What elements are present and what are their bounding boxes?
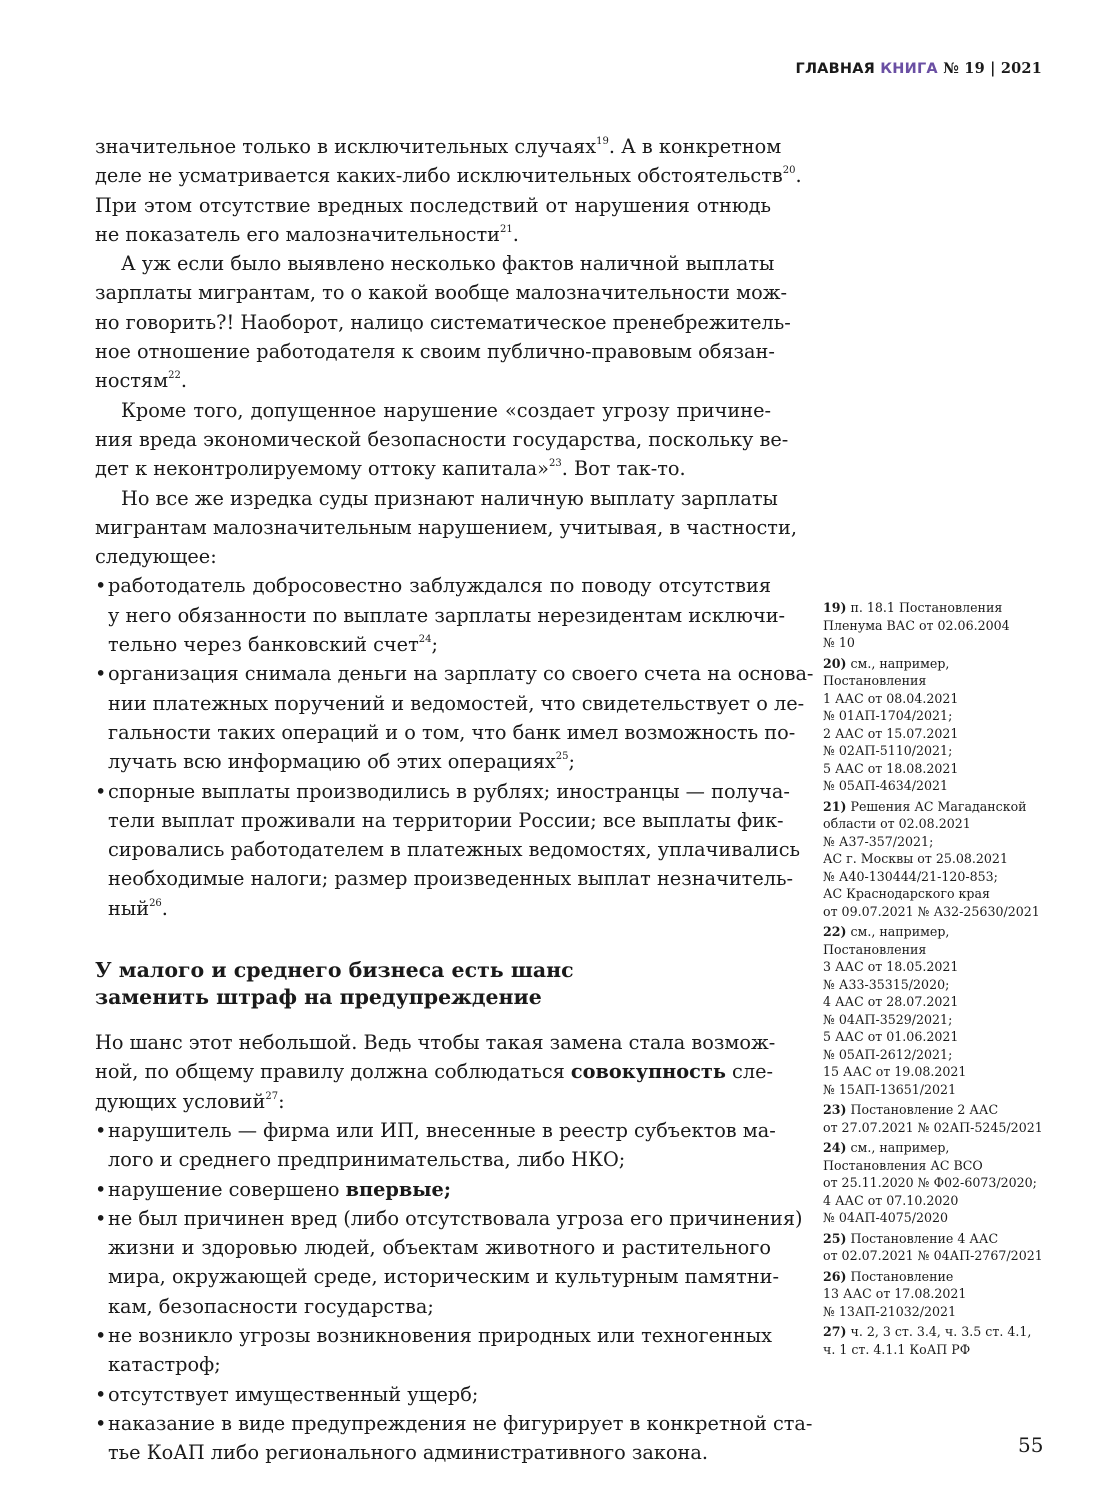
text-run: . Вот так-то. — [561, 457, 686, 481]
text-line — [95, 513, 797, 542]
footnote-ref: 25 — [555, 751, 569, 763]
footnote-line — [823, 1285, 1053, 1303]
footnote-text: № 13АП-21032/2021 — [823, 1303, 957, 1319]
footnote-line — [823, 833, 1053, 851]
footnote — [823, 798, 1053, 921]
text-run: нии платежных поручений и ведомостей, что свидетельствует о ле- — [108, 691, 805, 715]
footnote-text: п. 18.1 Постановления — [850, 600, 1003, 615]
footnote-text: 1 ААС от 08.04.2021 — [823, 690, 959, 706]
text-run: наказание в виде предупреждения не фигурирует в конкретной ста- — [108, 1411, 813, 1435]
footnote-text: № 10 — [823, 635, 855, 650]
text-run: не возникло угрозы возникновения природных или техногенных — [108, 1323, 772, 1347]
footnote-line — [823, 1119, 1053, 1137]
text-line — [108, 894, 771, 923]
footnote-line — [823, 1230, 1053, 1248]
footnote-line — [823, 798, 1053, 816]
footnote-text: № 15АП-13651/2021 — [823, 1081, 957, 1097]
footnote-text: см., например, — [850, 655, 950, 671]
footnote-text: 2 ААС от 15.07.2021 — [823, 725, 959, 741]
bullet-item — [95, 571, 786, 659]
text-run: у него обязанности по выплате зарплаты нерезидентам исключи- — [108, 603, 786, 627]
footnote-text: № А33-35315/2020; — [823, 976, 950, 992]
footnote-number: 20) — [823, 655, 847, 671]
footnote-text: 4 ААС от 07.10.2020 — [823, 1192, 959, 1208]
footnote-text: 15 ААС от 19.08.2021 — [823, 1064, 967, 1079]
text-line — [95, 984, 771, 1011]
text-line — [108, 1321, 771, 1350]
bullet-item — [95, 1116, 776, 1175]
footnote-text: Решения АС Магаданской — [850, 798, 1027, 814]
text-run: но говорить?! Наоборот, налицо систематическое пренебрежитель- — [95, 310, 791, 334]
text-run: сле- — [725, 1060, 774, 1084]
footnote-line — [823, 868, 1053, 886]
text-line — [108, 864, 794, 893]
paragraph — [95, 396, 789, 484]
text-run: ный — [108, 896, 150, 920]
bullet-item — [95, 1321, 771, 1380]
text-line — [108, 689, 805, 718]
text-run: сировались работодателем в платежных ведомостях, уплачивались — [108, 838, 801, 862]
footnote-text: Постановления — [823, 941, 927, 957]
text-run: значительное только в исключительных случаях — [95, 135, 597, 158]
text-run: работодатель добросовестно заблуждался по поводу отсутствия — [108, 574, 771, 598]
text-run: . — [180, 369, 187, 393]
text-run: заменить штраф на предупреждение — [95, 985, 542, 1010]
bullet-icon: • — [95, 1411, 107, 1435]
text-line — [108, 601, 786, 630]
text-run: . — [512, 222, 519, 246]
text-run: деле не усматривается каких-либо исключительных обстоятельств — [95, 164, 783, 188]
text-line — [108, 1262, 780, 1291]
text-run: Кроме того, допущенное нарушение «создает угрозу причине- — [121, 398, 771, 422]
text-line — [95, 366, 771, 395]
footnote-line — [823, 923, 1053, 941]
footnote-ref: 22 — [168, 370, 181, 382]
footnote-number: 27) — [823, 1324, 847, 1339]
text-line — [108, 630, 771, 659]
footnote — [823, 1101, 1053, 1136]
footnote-line — [823, 1011, 1053, 1029]
footnote-text: см., например, — [850, 924, 950, 939]
footnote-line — [823, 903, 1053, 921]
issue-number: № 19 | 2021 — [943, 60, 1042, 77]
footnote-line — [823, 1046, 1053, 1064]
bullet-item — [95, 1409, 813, 1468]
text-line — [95, 454, 771, 483]
footnote-text: см., например, — [850, 1140, 950, 1155]
footnote-ref: 26 — [149, 897, 162, 909]
footnote-text: № 01АП-1704/2021; — [823, 708, 953, 723]
text-line — [108, 1175, 771, 1204]
footnote-ref: 19 — [596, 136, 609, 147]
text-run: Но все же изредка суды признают наличную выплату зарплаты — [121, 486, 778, 510]
footnote-line — [823, 958, 1053, 976]
footnote — [823, 1268, 1053, 1321]
text-run: А уж если было выявлено несколько фактов наличной выплаты — [121, 252, 775, 276]
text-run: ния вреда экономической безопасности государства, поскольку ве- — [95, 427, 789, 451]
text-run: ной, по общему правилу должна соблюдаться — [95, 1060, 571, 1084]
text-line — [95, 425, 789, 454]
bullet-icon: • — [95, 779, 107, 803]
footnote-line — [823, 1209, 1053, 1227]
text-line — [108, 1145, 771, 1174]
page-number: 55 — [1018, 1433, 1044, 1457]
text-line — [95, 249, 775, 278]
text-line — [108, 1204, 803, 1233]
footnote-ref: 20 — [782, 165, 796, 177]
footnote-line — [823, 1081, 1053, 1099]
text-run: дет к неконтролируемому оттоку капитала» — [95, 457, 549, 481]
text-run: не показатель его малозначительности — [95, 222, 501, 246]
footnote-line — [823, 690, 1053, 708]
text-run: спорные выплаты производились в рублях; иностранцы — получа- — [108, 779, 790, 803]
footnote-text: № А37-357/2021; — [823, 833, 934, 849]
paragraph — [95, 1028, 776, 1116]
bullet-item — [95, 1204, 803, 1321]
text-run: : — [278, 1089, 285, 1113]
footnote-text: Постановления АС ВСО — [823, 1157, 983, 1173]
text-line — [95, 337, 775, 366]
text-run: лого и среднего предпринимательства, либо НКО; — [108, 1148, 626, 1172]
magazine-title: ГЛАВНАЯ — [795, 61, 875, 77]
footnote-line — [823, 707, 1053, 725]
text-run: ; — [568, 750, 575, 774]
text-run: не был причинен вред (либо отсутствовала угроза его причинения) — [108, 1206, 803, 1230]
footnote-line — [823, 742, 1053, 760]
text-run: зарплаты мигрантам, то о какой вообще малозначительности мож- — [95, 281, 788, 305]
footnote — [823, 1139, 1053, 1227]
text-run: дующих условий — [95, 1089, 266, 1113]
text-line — [108, 718, 796, 747]
magazine-title-accent: КНИГА — [880, 61, 938, 77]
text-line — [108, 1116, 776, 1145]
text-line — [95, 132, 782, 161]
text-run: необходимые налоги; размер произведенных выплат незначитель- — [108, 867, 794, 891]
footnote-line — [823, 850, 1053, 868]
text-run: ; — [431, 633, 438, 657]
bold-text: впервые; — [345, 1177, 451, 1201]
paragraph — [95, 132, 802, 249]
text-line — [108, 1438, 771, 1467]
text-run: катастроф; — [108, 1353, 221, 1377]
footnote — [823, 599, 1053, 652]
footnote-line — [823, 885, 1053, 903]
footnote-ref: 23 — [548, 458, 562, 470]
text-run: При этом отсутствие вредных последствий от нарушения отнюдь — [95, 193, 771, 217]
footnote-number: 26) — [823, 1268, 847, 1284]
footnote-ref: 21 — [500, 223, 513, 235]
footnote — [823, 1323, 1053, 1358]
footnote-text: № 04АП-4075/2020 — [823, 1210, 949, 1225]
footnote-text: № А40-130444/21-120-853; — [823, 868, 998, 884]
text-line — [108, 1292, 771, 1321]
footnote-line — [823, 1303, 1053, 1321]
paragraph — [95, 249, 791, 395]
footnote — [823, 1230, 1053, 1265]
footnote-line — [823, 1157, 1053, 1175]
bullet-icon: • — [95, 1382, 107, 1406]
footnote-line — [823, 993, 1053, 1011]
running-header — [796, 60, 1043, 77]
text-line — [108, 659, 814, 688]
text-line — [108, 571, 771, 600]
text-run: Но шанс этот небольшой. Ведь чтобы такая замена стала возмож- — [95, 1031, 776, 1055]
text-line — [108, 1409, 813, 1438]
text-line — [95, 161, 802, 190]
text-line — [95, 220, 771, 249]
footnote-line — [823, 941, 1053, 959]
footnote-text: Пленума ВАС от 02.06.2004 — [823, 617, 1010, 633]
footnote-text: Постановление 2 ААС — [850, 1102, 999, 1117]
text-line — [95, 191, 771, 220]
footnote-text: от 02.07.2021 № 04АП-2767/2021 — [823, 1248, 1043, 1263]
footnote-text: 3 ААС от 18.05.2021 — [823, 959, 959, 974]
bullet-icon: • — [95, 1323, 107, 1347]
text-line — [95, 484, 778, 513]
text-run: мира, окружающей среде, историческим и культурным памятни- — [108, 1265, 780, 1289]
footnote-number: 24) — [823, 1140, 847, 1155]
text-run: кам, безопасности государства; — [108, 1294, 434, 1318]
footnote-text: от 27.07.2021 № 02АП-5245/2021 — [823, 1119, 1043, 1135]
footnote-text: № 04АП-3529/2021; — [823, 1011, 953, 1027]
footnote-text: 5 ААС от 01.06.2021 — [823, 1029, 959, 1044]
bullet-item — [95, 1380, 771, 1409]
article-body — [95, 132, 814, 1467]
text-line — [108, 835, 801, 864]
footnote-line — [823, 672, 1053, 690]
text-line — [95, 1057, 774, 1086]
text-line — [108, 747, 771, 776]
text-line — [95, 278, 788, 307]
footnote-line — [823, 777, 1053, 795]
footnote-line — [823, 655, 1053, 673]
footnote-text: № 05АП-4634/2021 — [823, 778, 949, 793]
text-run: нарушение совершено — [108, 1177, 346, 1201]
text-run: ностям — [95, 369, 169, 393]
footnote-number: 19) — [823, 600, 847, 615]
text-run: тели выплат проживали на территории России; все выплаты фик- — [108, 808, 784, 832]
text-run: У малого и среднего бизнеса есть шанс — [95, 958, 574, 983]
footnote-line — [823, 599, 1053, 617]
text-run: ное отношение работодателя к своим публично-правовым обязан- — [95, 340, 775, 364]
text-run: . А в конкретном — [608, 135, 782, 158]
footnote-text: АС г. Москвы от 25.08.2021 — [823, 851, 1008, 866]
bullet-icon: • — [95, 662, 107, 686]
text-run: . — [161, 896, 168, 920]
text-line — [95, 1087, 771, 1116]
footnote-line — [823, 815, 1053, 833]
bullet-item — [95, 1175, 771, 1204]
footnote-text: Постановление 4 ААС — [850, 1230, 999, 1246]
text-line — [108, 1350, 771, 1379]
footnote-line — [823, 1192, 1053, 1210]
section-heading — [95, 957, 771, 1011]
text-run: тельно через банковский счет — [108, 633, 419, 657]
text-line — [108, 777, 790, 806]
paragraph — [95, 484, 797, 572]
footnote-number: 23) — [823, 1102, 847, 1117]
bullet-icon: • — [95, 1118, 107, 1142]
text-line — [108, 1233, 771, 1262]
footnote-line — [823, 617, 1053, 635]
footnotes-column — [823, 599, 1053, 1361]
text-run: мигрантам малозначительным нарушением, учитывая, в частности, — [95, 515, 797, 539]
footnote-line — [823, 1174, 1053, 1192]
footnote-text: ч. 1 ст. 4.1.1 КоАП РФ — [823, 1341, 971, 1357]
footnote-text: области от 02.08.2021 — [823, 816, 971, 831]
footnote-ref: 24 — [418, 634, 432, 646]
footnote-text: АС Краснодарского края — [823, 886, 990, 901]
text-line — [95, 308, 791, 337]
text-line — [108, 1380, 771, 1409]
bullet-icon: • — [95, 1206, 107, 1230]
text-run: организация снимала деньги на зарплату со своего счета на основа- — [108, 662, 814, 686]
footnote-text: Постановление — [850, 1268, 954, 1284]
footnote-line — [823, 1139, 1053, 1157]
footnote-number: 22) — [823, 924, 847, 939]
footnote-text: от 09.07.2021 № А32-25630/2021 — [823, 903, 1040, 919]
footnote-line — [823, 760, 1053, 778]
text-run: жизни и здоровью людей, объектам животного и растительного — [108, 1236, 771, 1260]
footnote-text: 4 ААС от 28.07.2021 — [823, 994, 959, 1009]
bullet-icon: • — [95, 1177, 107, 1201]
footnote-text: 13 ААС от 17.08.2021 — [823, 1286, 967, 1301]
footnote-line — [823, 976, 1053, 994]
footnote — [823, 923, 1053, 1098]
footnote-text: ч. 2, 3 ст. 3.4, ч. 3.5 ст. 4.1, — [850, 1324, 1032, 1339]
footnote-text: 5 ААС от 18.08.2021 — [823, 760, 959, 776]
bullet-item — [95, 777, 801, 923]
footnote-number: 21) — [823, 798, 847, 814]
text-run: отсутствует имущественный ущерб; — [108, 1382, 479, 1406]
bold-text: совокупность — [570, 1060, 726, 1084]
text-run: нарушитель — фирма или ИП, внесенные в реестр субъектов ма- — [108, 1118, 776, 1142]
footnote-line — [823, 1247, 1053, 1265]
text-line — [95, 396, 771, 425]
footnote — [823, 655, 1053, 795]
footnote-line — [823, 1268, 1053, 1286]
footnote-line — [823, 634, 1053, 652]
bullet-icon: • — [95, 574, 107, 598]
text-run: лучать всю информацию об этих операциях — [108, 750, 556, 774]
text-run: тье КоАП либо регионального административного закона. — [108, 1441, 708, 1465]
footnote-text: от 25.11.2020 № Ф02-6073/2020; — [823, 1175, 1037, 1190]
footnote-line — [823, 1341, 1053, 1359]
footnote-line — [823, 725, 1053, 743]
footnote-text: № 05АП-2612/2021; — [823, 1046, 953, 1062]
text-line — [95, 957, 771, 984]
text-line — [108, 806, 784, 835]
footnote-number: 25) — [823, 1230, 847, 1246]
text-run: . — [795, 164, 802, 188]
text-run: следующее: — [95, 545, 217, 569]
footnote-line — [823, 1323, 1053, 1341]
text-line — [95, 542, 771, 571]
footnote-ref: 27 — [265, 1090, 279, 1102]
text-run: гальности таких операций и о том, что банк имел возможность по- — [108, 720, 796, 744]
footnote-line — [823, 1063, 1053, 1081]
text-line — [95, 1028, 776, 1057]
footnote-text: № 02АП-5110/2021; — [823, 743, 953, 758]
footnote-line — [823, 1101, 1053, 1119]
footnote-line — [823, 1028, 1053, 1046]
bullet-item — [95, 659, 814, 776]
footnote-text: Постановления — [823, 673, 927, 688]
